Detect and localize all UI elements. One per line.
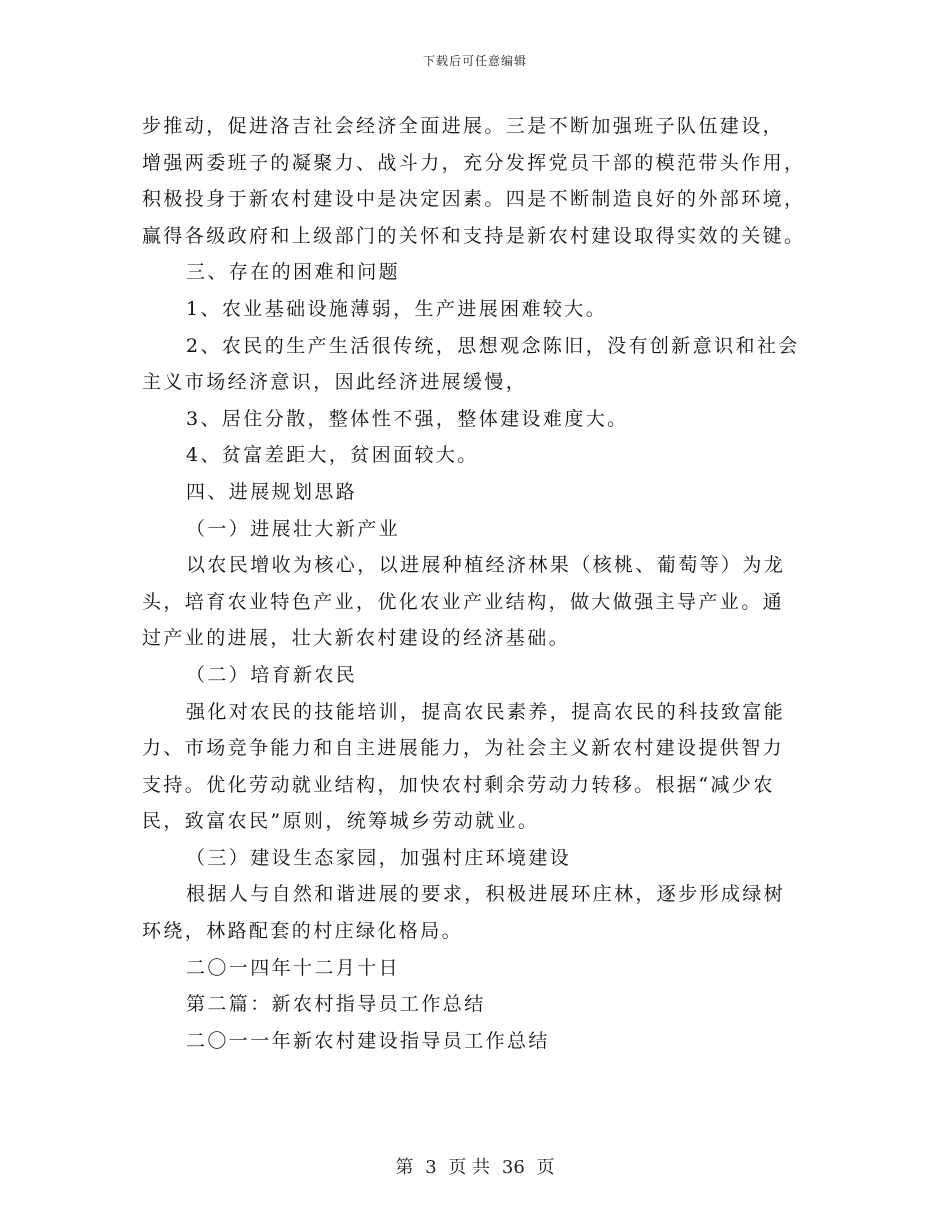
text-line: 以农民增收为核心，以进展种植经济林果（核桃、葡萄等）为龙 <box>186 554 786 577</box>
text-line: （三）建设生态家园，加强村庄环境建设 <box>186 846 572 869</box>
text-line: 民，致富农民”原则，统筹城乡劳动就业。 <box>142 810 540 833</box>
text-line: 支持。优化劳动就业结构，加快农村剩余劳动力转移。根据“减少农 <box>142 773 775 796</box>
text-line: （二）培育新农民 <box>186 663 358 686</box>
text-line: 增强两委班子的凝聚力、战斗力，充分发挥党员干部的模范带头作用， <box>142 151 806 174</box>
footer-total-pages: 36 <box>501 1157 525 1178</box>
text-line: 强化对农民的技能培训，提高农民素养，提高农民的科技致富能 <box>186 700 786 723</box>
text-line: 4、贫富差距大，贫困面较大。 <box>186 444 479 467</box>
text-line: 过产业的进展，壮大新农村建设的经济基础。 <box>142 627 571 650</box>
text-line: （一）进展壮大新产业 <box>186 517 401 540</box>
page-header: 下载后可任意编辑 <box>422 54 527 68</box>
text-line: 赢得各级政府和上级部门的关怀和支持是新农村建设取得实效的关键。 <box>142 224 806 247</box>
text-line: 根据人与自然和谐进展的要求，积极进展环庄林，逐步形成绿树 <box>186 883 786 906</box>
text-line: 第二篇：新农村指导员工作总结 <box>186 993 486 1016</box>
footer-prefix: 第 <box>395 1157 414 1178</box>
text-line: 头，培育农业特色产业，优化农业产业结构，做大做强主导产业。通 <box>142 590 785 613</box>
text-line: 步推动，促进洛吉社会经济全面进展。三是不断加强班子队伍建设， <box>142 115 785 137</box>
text-line: 2、农民的生产生活很传统，思想观念陈旧，没有创新意识和社会 <box>186 334 800 357</box>
text-line: 3、居住分散，整体性不强，整体建设难度大。 <box>186 407 629 430</box>
text-line: 积极投身于新农村建设中是决定因素。四是不断制造良好的外部环境， <box>142 188 806 211</box>
footer-middle: 页 共 <box>448 1157 491 1178</box>
text-line: 四、进展规划思路 <box>186 480 358 503</box>
text-line: 二〇一一年新农村建设指导员工作总结 <box>186 1029 550 1052</box>
text-line: 力、市场竞争能力和自主进展能力，为社会主义新农村建设提供智力 <box>142 737 785 760</box>
text-line: 1、农业基础设施薄弱，生产进展困难较大。 <box>186 297 608 320</box>
footer-suffix: 页 <box>536 1157 555 1178</box>
text-line: 主义市场经济意识，因此经济进展缓慢， <box>142 371 528 394</box>
text-line: 三、存在的困难和问题 <box>186 261 401 284</box>
page-footer <box>0 1153 950 1179</box>
text-line: 二〇一四年十二月十日 <box>186 956 401 979</box>
footer-current-page: 3 <box>425 1157 437 1178</box>
document-body <box>142 108 812 1059</box>
text-line: 环绕，林路配套的村庄绿化格局。 <box>142 920 464 943</box>
